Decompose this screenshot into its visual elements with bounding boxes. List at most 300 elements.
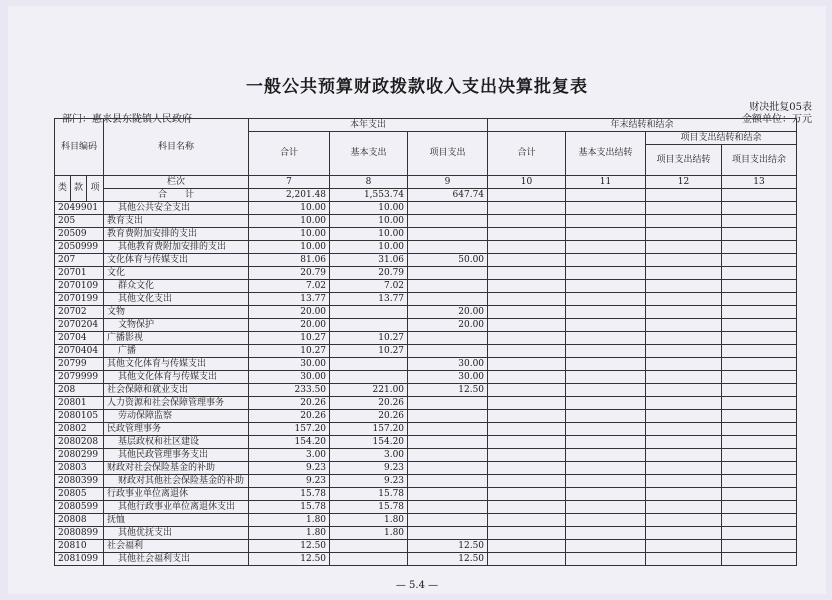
row-empty-cell: [722, 267, 797, 280]
table-row: [55, 514, 797, 527]
row-code: 20509: [55, 228, 104, 241]
row-empty-cell: [566, 397, 646, 410]
header-year-end: 年末结转和结余: [488, 119, 797, 132]
row-empty-cell: [566, 553, 646, 566]
row-empty-cell: [566, 449, 646, 462]
row-code: 2080399: [55, 475, 104, 488]
row-empty-cell: [488, 371, 566, 384]
row-empty-cell: [566, 215, 646, 228]
row-empty-cell: [566, 488, 646, 501]
row-empty-cell: [566, 202, 646, 215]
row-empty-cell: [646, 241, 722, 254]
header-ye-basic: 基本支出结转: [566, 132, 646, 176]
row-basic: 9.23: [330, 475, 408, 488]
row-project: [408, 501, 488, 514]
col-num-12: 12: [646, 176, 722, 189]
row-empty-cell: [488, 475, 566, 488]
row-basic: 15.78: [330, 488, 408, 501]
row-name: 其他公共安全支出: [104, 202, 249, 215]
row-empty-cell: [722, 397, 797, 410]
row-empty-cell: [488, 241, 566, 254]
row-empty-cell: [722, 475, 797, 488]
row-name: 人力资源和社会保障管理事务: [104, 397, 249, 410]
row-empty-cell: [646, 488, 722, 501]
row-code: 2080899: [55, 527, 104, 540]
row-empty-cell: [722, 254, 797, 267]
row-name: 社会保障和就业支出: [104, 384, 249, 397]
row-name: 文化体育与传媒支出: [104, 254, 249, 267]
header-name: 科目名称: [104, 119, 249, 176]
row-name: 其他优抚支出: [104, 527, 249, 540]
row-empty-cell: [722, 436, 797, 449]
table-row: [55, 449, 797, 462]
row-total: 81.06: [249, 254, 330, 267]
row-basic: 20.79: [330, 267, 408, 280]
row-empty-cell: [722, 423, 797, 436]
row-project: [408, 423, 488, 436]
row-empty-cell: [488, 462, 566, 475]
row-empty-cell: [488, 319, 566, 332]
row-basic: 157.20: [330, 423, 408, 436]
row-empty-cell: [488, 540, 566, 553]
row-empty-cell: [646, 475, 722, 488]
row-code: 2070109: [55, 280, 104, 293]
table-body: [55, 202, 797, 566]
row-empty-cell: [646, 267, 722, 280]
row-project: 20.00: [408, 306, 488, 319]
row-empty-cell: [646, 371, 722, 384]
sum-basic: 1,553.74: [330, 189, 408, 202]
form-reference: 财决批复05表: [749, 102, 812, 113]
row-empty-cell: [646, 215, 722, 228]
table-row: [55, 371, 797, 384]
row-code: 2080208: [55, 436, 104, 449]
row-empty-cell: [566, 228, 646, 241]
col-num-13: 13: [722, 176, 797, 189]
table-row: [55, 423, 797, 436]
row-empty-cell: [566, 462, 646, 475]
col-num-8: 8: [330, 176, 408, 189]
row-empty-cell: [488, 215, 566, 228]
row-project: [408, 436, 488, 449]
table-row: [55, 475, 797, 488]
page-number: — 5.4 —: [395, 580, 439, 591]
row-empty-cell: [646, 332, 722, 345]
row-empty-cell: [646, 527, 722, 540]
row-empty-cell: [722, 527, 797, 540]
row-project: [408, 332, 488, 345]
row-name: 其他行政事业单位离退休支出: [104, 501, 249, 514]
row-name: 抚恤: [104, 514, 249, 527]
row-empty-cell: [566, 371, 646, 384]
table-row: [55, 527, 797, 540]
row-name: 文化: [104, 267, 249, 280]
row-empty-cell: [488, 514, 566, 527]
row-basic: 10.00: [330, 228, 408, 241]
row-project: 12.50: [408, 553, 488, 566]
row-empty-cell: [566, 241, 646, 254]
sum-label: 合 计: [104, 189, 249, 202]
col-num-7: 7: [249, 176, 330, 189]
header-project: 项目支出: [408, 132, 488, 176]
row-name: 群众文化: [104, 280, 249, 293]
row-empty-cell: [566, 332, 646, 345]
row-total: 12.50: [249, 553, 330, 566]
table-row: [55, 254, 797, 267]
row-total: 10.00: [249, 215, 330, 228]
row-name: 广播影视: [104, 332, 249, 345]
row-empty-cell: [722, 553, 797, 566]
row-code: 207: [55, 254, 104, 267]
row-empty-cell: [722, 332, 797, 345]
row-name: 其他文化体育与传媒支出: [104, 371, 249, 384]
row-basic: 13.77: [330, 293, 408, 306]
row-empty-cell: [566, 293, 646, 306]
row-name: 文物: [104, 306, 249, 319]
row-empty-cell: [722, 488, 797, 501]
row-empty-cell: [566, 514, 646, 527]
row-empty-cell: [722, 358, 797, 371]
row-basic: 10.27: [330, 332, 408, 345]
row-code: 20799: [55, 358, 104, 371]
row-total: 15.78: [249, 488, 330, 501]
table-row: [55, 293, 797, 306]
row-project: [408, 475, 488, 488]
row-empty-cell: [488, 436, 566, 449]
row-empty-cell: [488, 293, 566, 306]
row-name: 教育支出: [104, 215, 249, 228]
row-code: 2081099: [55, 553, 104, 566]
col-num-11: 11: [566, 176, 646, 189]
row-basic: [330, 319, 408, 332]
row-project: [408, 514, 488, 527]
header-ye-total: 合计: [488, 132, 566, 176]
row-empty-cell: [646, 553, 722, 566]
table-row: [55, 410, 797, 423]
row-name: 其他社会福利支出: [104, 553, 249, 566]
row-basic: 15.78: [330, 501, 408, 514]
department-label: 部门：惠来县东陇镇人民政府: [62, 114, 192, 125]
row-empty-cell: [488, 423, 566, 436]
col-num-10: 10: [488, 176, 566, 189]
row-code: 20803: [55, 462, 104, 475]
row-name: 社会福利: [104, 540, 249, 553]
row-empty-cell: [566, 540, 646, 553]
table-row: [55, 384, 797, 397]
row-name: 其他文化支出: [104, 293, 249, 306]
row-code: 2070199: [55, 293, 104, 306]
row-name: 财政对社会保险基金的补助: [104, 462, 249, 475]
row-empty-cell: [566, 280, 646, 293]
row-basic: [330, 371, 408, 384]
row-empty-cell: [488, 306, 566, 319]
row-name: 其他教育费附加安排的支出: [104, 241, 249, 254]
row-code: 2080599: [55, 501, 104, 514]
row-total: 20.79: [249, 267, 330, 280]
row-code: 20801: [55, 397, 104, 410]
row-empty-cell: [646, 397, 722, 410]
row-name: 基层政权和社区建设: [104, 436, 249, 449]
row-empty-cell: [488, 228, 566, 241]
col-num-9: 9: [408, 176, 488, 189]
row-empty-cell: [646, 254, 722, 267]
row-empty-cell: [488, 345, 566, 358]
row-empty-cell: [488, 397, 566, 410]
row-project: 30.00: [408, 358, 488, 371]
row-total: 154.20: [249, 436, 330, 449]
row-code: 20704: [55, 332, 104, 345]
row-empty-cell: [566, 306, 646, 319]
row-project: [408, 202, 488, 215]
table-row: [55, 241, 797, 254]
row-project: 20.00: [408, 319, 488, 332]
row-project: [408, 293, 488, 306]
row-empty-cell: [722, 384, 797, 397]
header-current-year: 本年支出: [249, 119, 488, 132]
row-total: 10.27: [249, 345, 330, 358]
row-project: [408, 267, 488, 280]
row-code: 2049901: [55, 202, 104, 215]
row-name: 广播: [104, 345, 249, 358]
row-empty-cell: [488, 449, 566, 462]
row-code: 20808: [55, 514, 104, 527]
row-basic: [330, 540, 408, 553]
row-total: 20.00: [249, 306, 330, 319]
row-empty-cell: [722, 293, 797, 306]
row-empty-cell: [722, 215, 797, 228]
row-empty-cell: [722, 514, 797, 527]
table-row: [55, 462, 797, 475]
row-empty-cell: [566, 254, 646, 267]
row-empty-cell: [646, 202, 722, 215]
amount-unit: 金额单位：万元: [742, 114, 812, 125]
table-row: [55, 319, 797, 332]
row-basic: 154.20: [330, 436, 408, 449]
row-name: 教育费附加安排的支出: [104, 228, 249, 241]
row-total: 13.77: [249, 293, 330, 306]
row-project: [408, 280, 488, 293]
row-total: 10.00: [249, 202, 330, 215]
row-empty-cell: [722, 410, 797, 423]
row-empty-cell: [566, 358, 646, 371]
row-total: 10.00: [249, 241, 330, 254]
row-basic: 1.80: [330, 514, 408, 527]
table-row: [55, 228, 797, 241]
header-code: 科目编码: [55, 119, 104, 176]
row-empty-cell: [566, 423, 646, 436]
row-empty-cell: [566, 410, 646, 423]
row-code: 2070204: [55, 319, 104, 332]
header-basic: 基本支出: [330, 132, 408, 176]
row-name: 劳动保障监察: [104, 410, 249, 423]
page-title: 一般公共预算财政拨款收入支出决算批复表: [246, 77, 588, 97]
row-empty-cell: [646, 358, 722, 371]
row-code: 208: [55, 384, 104, 397]
row-name: 财政对其他社会保险基金的补助: [104, 475, 249, 488]
table-row: [55, 488, 797, 501]
row-basic: 10.00: [330, 241, 408, 254]
row-total: 157.20: [249, 423, 330, 436]
header-xiang: 项: [87, 176, 104, 202]
row-empty-cell: [566, 384, 646, 397]
table-row: [55, 280, 797, 293]
row-empty-cell: [646, 306, 722, 319]
row-code: 205: [55, 215, 104, 228]
row-basic: 1.80: [330, 527, 408, 540]
row-name: 行政事业单位离退休: [104, 488, 249, 501]
row-total: 30.00: [249, 371, 330, 384]
row-empty-cell: [646, 293, 722, 306]
header-total: 合计: [249, 132, 330, 176]
table-row: [55, 358, 797, 371]
row-empty-cell: [646, 280, 722, 293]
row-code: 2080299: [55, 449, 104, 462]
row-empty-cell: [488, 254, 566, 267]
row-project: [408, 449, 488, 462]
row-total: 20.26: [249, 397, 330, 410]
row-project: [408, 527, 488, 540]
row-empty-cell: [488, 553, 566, 566]
row-project: 50.00: [408, 254, 488, 267]
row-empty-cell: [566, 475, 646, 488]
row-basic: 20.26: [330, 397, 408, 410]
row-total: 12.50: [249, 540, 330, 553]
row-empty-cell: [488, 488, 566, 501]
row-project: [408, 397, 488, 410]
row-basic: [330, 306, 408, 319]
table-row: [55, 267, 797, 280]
row-empty-cell: [722, 228, 797, 241]
header-lanci: 栏次: [104, 176, 249, 189]
row-project: 12.50: [408, 384, 488, 397]
row-total: 15.78: [249, 501, 330, 514]
row-code: 20805: [55, 488, 104, 501]
row-project: [408, 410, 488, 423]
row-project: [408, 228, 488, 241]
table-row: [55, 345, 797, 358]
row-name: 其他民政管理事务支出: [104, 449, 249, 462]
row-basic: 10.27: [330, 345, 408, 358]
row-name: 其他文化体育与传媒支出: [104, 358, 249, 371]
row-empty-cell: [722, 371, 797, 384]
row-project: [408, 215, 488, 228]
row-basic: 7.02: [330, 280, 408, 293]
header-lei: 类: [55, 176, 71, 202]
table-row: [55, 397, 797, 410]
row-empty-cell: [722, 449, 797, 462]
row-empty-cell: [646, 423, 722, 436]
row-project: [408, 462, 488, 475]
row-empty-cell: [488, 267, 566, 280]
row-empty-cell: [488, 202, 566, 215]
header-ye-proj-surplus: 项目支出结余: [722, 145, 797, 176]
header-kuan: 款: [71, 176, 87, 202]
row-project: 12.50: [408, 540, 488, 553]
row-basic: 9.23: [330, 462, 408, 475]
row-empty-cell: [488, 332, 566, 345]
row-empty-cell: [488, 501, 566, 514]
row-code: 20802: [55, 423, 104, 436]
row-code: 2050999: [55, 241, 104, 254]
row-empty-cell: [722, 280, 797, 293]
row-empty-cell: [488, 358, 566, 371]
row-empty-cell: [488, 280, 566, 293]
row-empty-cell: [722, 540, 797, 553]
row-total: 10.00: [249, 228, 330, 241]
row-total: 1.80: [249, 514, 330, 527]
budget-table: [54, 118, 797, 566]
header-ye-project: 项目支出结转和结余: [646, 132, 797, 145]
row-empty-cell: [646, 540, 722, 553]
row-empty-cell: [566, 319, 646, 332]
row-basic: 20.26: [330, 410, 408, 423]
header-ye-proj-carry: 项目支出结转: [646, 145, 722, 176]
row-empty-cell: [566, 527, 646, 540]
row-empty-cell: [722, 319, 797, 332]
row-code: 20702: [55, 306, 104, 319]
row-name: 民政管理事务: [104, 423, 249, 436]
row-code: 2070404: [55, 345, 104, 358]
row-project: [408, 241, 488, 254]
table-row: [55, 436, 797, 449]
row-empty-cell: [646, 384, 722, 397]
row-basic: 221.00: [330, 384, 408, 397]
row-empty-cell: [566, 267, 646, 280]
row-project: [408, 345, 488, 358]
row-empty-cell: [722, 241, 797, 254]
row-empty-cell: [722, 202, 797, 215]
row-total: 7.02: [249, 280, 330, 293]
row-empty-cell: [722, 345, 797, 358]
table-row: [55, 332, 797, 345]
row-empty-cell: [722, 501, 797, 514]
table-row: [55, 540, 797, 553]
row-code: 20701: [55, 267, 104, 280]
row-total: 9.23: [249, 462, 330, 475]
row-empty-cell: [488, 527, 566, 540]
row-basic: [330, 358, 408, 371]
table-row: [55, 553, 797, 566]
row-total: 20.00: [249, 319, 330, 332]
row-total: 20.26: [249, 410, 330, 423]
row-empty-cell: [488, 384, 566, 397]
row-code: 2079999: [55, 371, 104, 384]
row-basic: [330, 553, 408, 566]
table-row: [55, 215, 797, 228]
row-basic: 10.00: [330, 215, 408, 228]
row-empty-cell: [566, 436, 646, 449]
table-row: [55, 202, 797, 215]
row-basic: 3.00: [330, 449, 408, 462]
row-empty-cell: [646, 319, 722, 332]
row-empty-cell: [646, 345, 722, 358]
row-name: 文物保护: [104, 319, 249, 332]
row-empty-cell: [646, 436, 722, 449]
table-row: [55, 501, 797, 514]
row-total: 233.50: [249, 384, 330, 397]
row-empty-cell: [646, 514, 722, 527]
sum-total: 2,201.48: [249, 189, 330, 202]
row-empty-cell: [646, 501, 722, 514]
row-empty-cell: [488, 410, 566, 423]
row-total: 30.00: [249, 358, 330, 371]
row-empty-cell: [566, 345, 646, 358]
row-empty-cell: [722, 462, 797, 475]
row-empty-cell: [722, 306, 797, 319]
row-code: 20810: [55, 540, 104, 553]
row-empty-cell: [566, 501, 646, 514]
row-empty-cell: [646, 228, 722, 241]
